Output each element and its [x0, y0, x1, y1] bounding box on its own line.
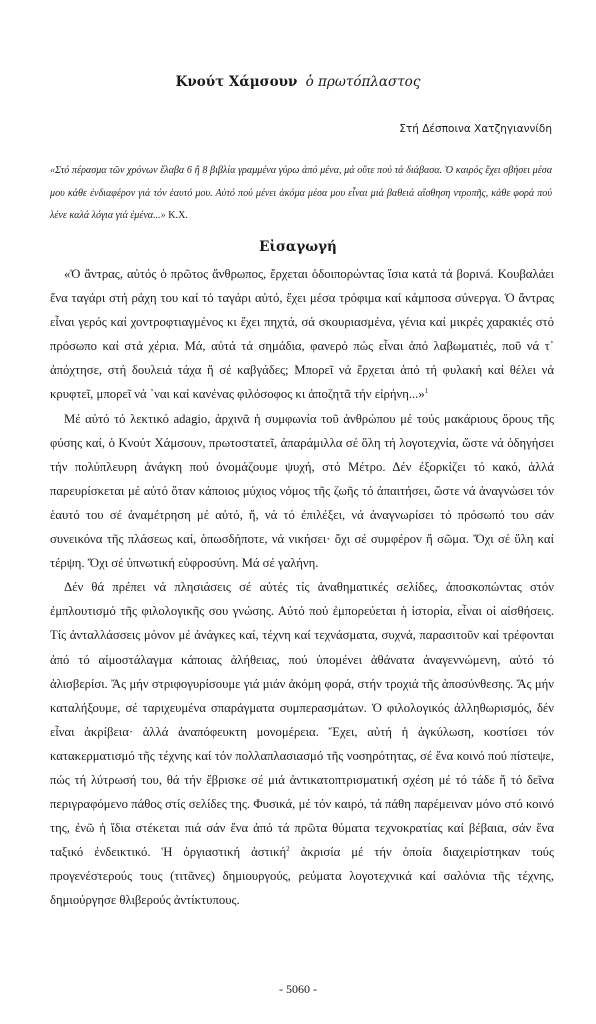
body-text	[50, 262, 554, 913]
footnote-ref-2[interactable]: 2	[286, 845, 290, 854]
paragraph-3: Δέν θά πρέπει νά πλησιάσεις σέ αὐτές τίς ἀναθηματικές σελίδες, ἀποσκοπώντας στόν ἐμπλουτισμό τῆς φιλολογικῆς σου γνώσης. Αὐτό ποὐ ἐμπορεύεται ἡ ἱστορία, εἶναι οἱ αἰσθήσεις. Τίς ἀνταλλάσσεις μόνον μέ ἀνάγκες καί, τέχνη καί τεχνάσματα, συχνά, παρασιτοῦν καί τρέφονται ἀπό τό αἱμοστάλαγμα κάποιας ἀλήθειας, πού ὑπομένει ἀθάνατα ἀναγεννώμενη, αὐτό τό ἀλισβερίσι. Ἄς μήν στριφογυρίσουμε γιά μιάν ἀκόμη φορά, στήν τροχιά τῆς ἀποσύνθεσης. Ἄς μήν καταλήξουμε, σέ ταριχευμένα σπαράγματα συμπερασμάτων. Ὁ φιλολογικός ἀλληθωρισμός, δέν εἶναι ἀκρίβεια· ἀλλά ἀναπόφευκτη μονομέρεια. Ἔχει, αὐτή ἡ ἀγκύλωση, κοστίσει τόν κατακερματισμό τῆς τέχνης καί τόν πολλαπλασιασμό τῆς νοσηρότητας, σέ ἕνα κοινό πού πίστεψε, πώς τή λύτρωσή του, θά τήν ἔβρισκε σέ μιά ἀντικατοπτρισματική σχέση μέ τό τάδε ἤ τό δεῖνα περιγραφόμενο πάθος στίς σελίδες της. Φυσικά, μέ τόν καιρό, τά πάθη παρέμειναν μόνο στό κοινό της, ἐνῶ ἡ ἴδια στέκεται πιά σάν ἕνα ἀπό τά πρῶτα θύματα τεχνοκρατίας καί βέβαια, σάν ἕνα ταξικό ἐνδεικτικό. Ἡ ὀργιαστική ἀστική$^2$ ἀκρισία μέ τήν ὁποία διαχειρίστηκαν τούς προγενέστερούς τους (τιτᾶνες) δημιουργούς, ρεύματα λογοτεχνικά καί σαλόνια τῆς τέχνης, δημιούργησε θλιβερούς ἀντίκτυπους.	[50, 580, 554, 908]
page-number: - 5060 -	[279, 982, 317, 996]
epigraph	[50, 160, 552, 228]
footnote-ref-1[interactable]: 1	[424, 387, 429, 396]
epigraph-text: «Στό πέρασμα τῶν χρόνων ἔλαβα 6 ἤ 8 βιβλία γραμμένα γύρω ἀπό μένα, μά οὔτε πού τά διάβασα. Ὁ καιρός ἔχει σβήσει μέσα μου κάθε ἐνδιαφέρον γιά τόν ἑαυτό μου. Αὐτό πού μένει ἀκόμα μέσα μου εἶναι μιά βαθειά αἴσθηση ντροπῆς, κάθε φορά πού λένε καλά λόγια γιά ἐμένα...»	[50, 165, 552, 221]
title-author-name: Κνούτ Χάμσουν	[175, 74, 298, 90]
paragraph-1: «Ὁ ἄντρας, αὐτός ὁ πρῶτος ἄνθρωπος, ἔρχεται ὁδοιπορώντας ἴσια κατά τά βορινá. Κουβαλάει ἕνα ταγάρι στή ράχη του καί τό ταγάρι αὐτό, ἔχει μέσα τρόφιμα καί κάμποσα σύνεργα. Ὁ ἄντρας εἶναι γερός καί χοντροφτιαγμένος κι ἔχει πηχτά, σά σκουριασμένα, γένια καί μικρές χαρακιές στό πρόσωπο καί στά χέρια. Μά, αὐτά τά σημάδια, φανερό πώς εἶναι ἀπό λαβωματιές, ποῦ νά τ᾽ ἀπόχτησε, στή δουλειά τάχα ἤ σέ καβγάδες; Μπορεῖ νά ἔρχεται ἀπό τή φυλακή καί θέλει νά κρυφτεῖ, μπορεῖ νά ᾽ναι καί κανένας φιλόσοφος κι ἀποζητᾶ τήν εἰρήνη...»$^1$	[50, 267, 554, 402]
title-subtitle: ὁ πρωτόπλαστος	[305, 74, 421, 90]
paragraph-2: Μέ αὐτό τό λεκτικό adagio, ἀρχινᾶ ἡ συμφωνία τοῦ ἀνθρώπου μέ τούς μακάριους ὅρους τῆς φύσης καί, ὁ Κνούτ Χάμσουν, πρωτοστατεῖ, ἀπαράμιλλα σέ ὅλη τή λογοτεχνία, ὥστε νά ὁδηγήσει τήν πολύπλευρη ἀνάγκη πού ὀνομάζουμε ψυχή, στό Μέτρο. Δέν ἐξορκίζει τό κακό, ἀλλά παρευρίσκεται μέ αὐτό ὅταν κάποιος μύχιος νόμος τῆς ζωῆς τό ἀπαιτήσει, ὥστε νά ἀναγνώσει τόν ἑαυτό του σέ ἀναμέτρηση μέ αὐτό, ἤ, νά τό ἐπιλέξει, νά ἀναγνωρίσει τό πρόσωπό του σάν συνεικόνα τῆς πλάσεως καί, ὁπωσδήποτε, νά νικήσει· ὄχι σέ συμφέρον ἤ σῶμα. Ὄχι σέ ὕλη καί τέρψη. Ὄχι σέ ὑπνωτική εὐφροσύνη. Μά σέ γαλήνη.	[50, 411, 554, 571]
article-title	[0, 74, 596, 90]
section-heading: Εἰσαγωγή	[259, 239, 337, 255]
dedication: Στή Δέσποινα Χατζηγιαννίδη	[399, 123, 552, 135]
epigraph-signature: Κ.Χ.	[168, 210, 188, 221]
